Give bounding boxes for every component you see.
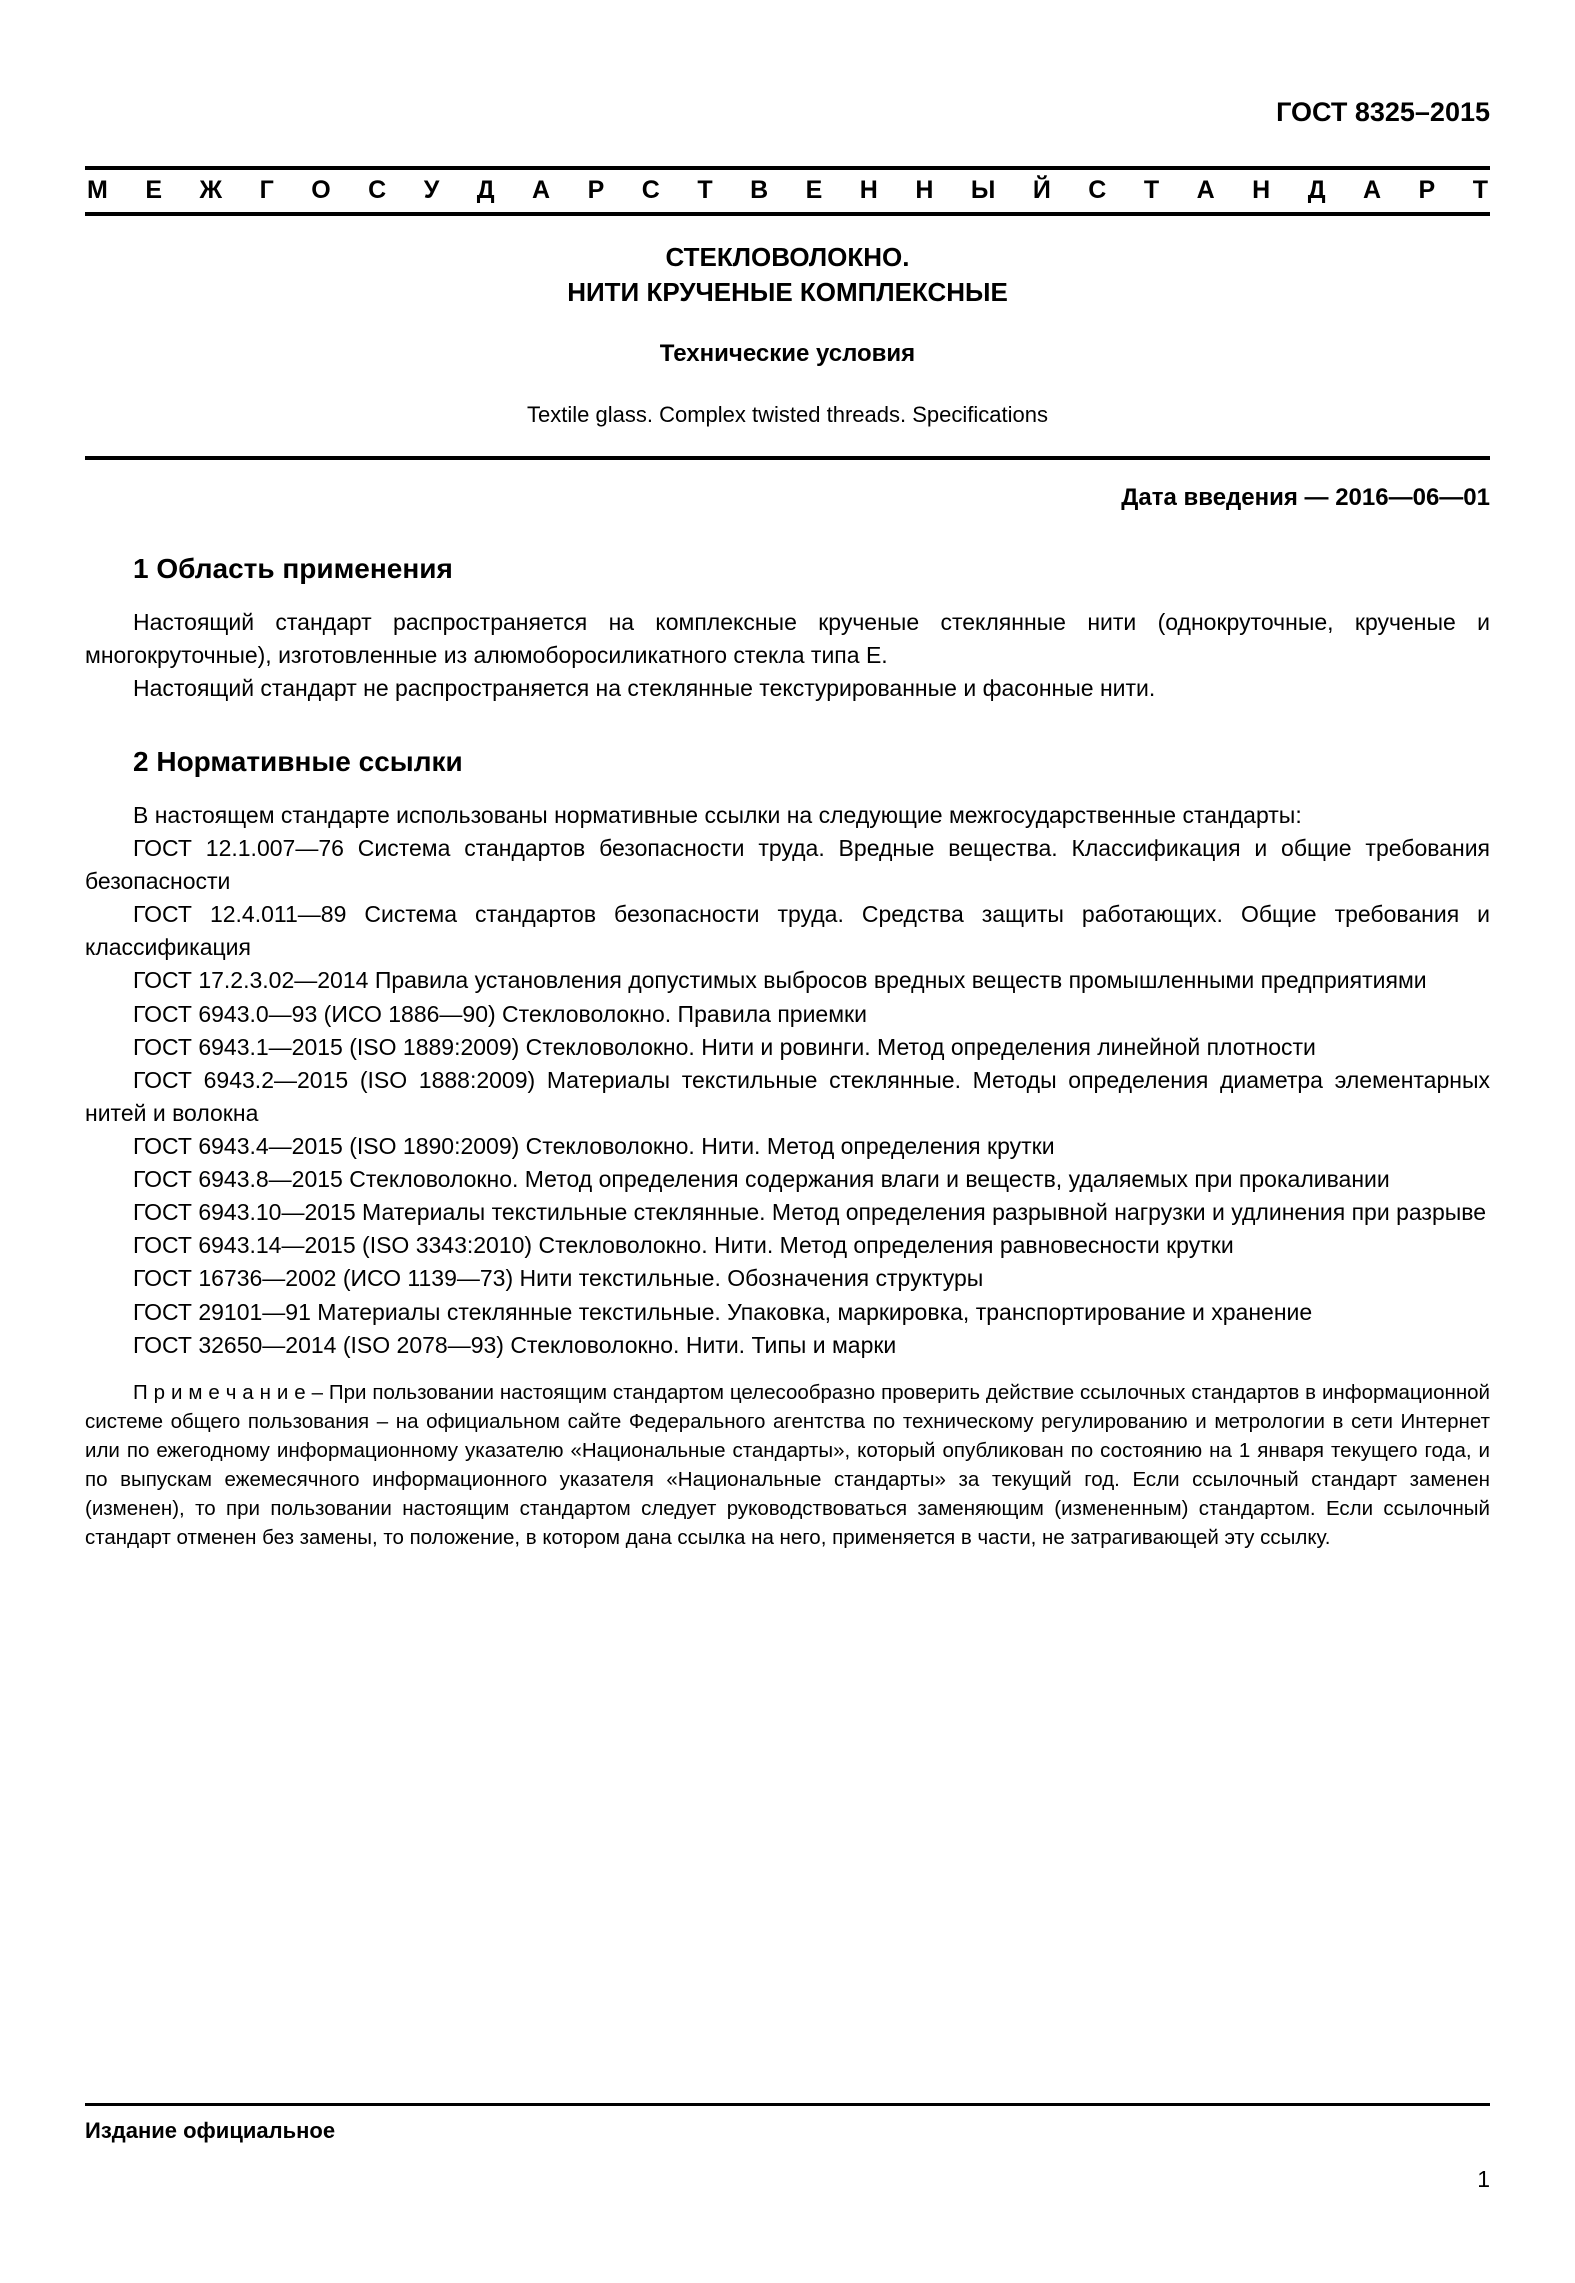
footer-divider (85, 2103, 1490, 2106)
standard-type-banner (85, 166, 1490, 217)
reference-item: ГОСТ 6943.8—2015 Стекловолокно. Метод определения содержания влаги и веществ, удаляемых при прокаливании (133, 1166, 1390, 1193)
document-title-line2: НИТИ КРУЧЕНЫЕ КОМПЛЕКСНЫЕ (567, 277, 1008, 308)
reference-item: ГОСТ 6943.1—2015 (ISO 1889:2009) Стекловолокно. Нити и ровинги. Метод определения линейной плотности (133, 1033, 1316, 1060)
section-2-body (85, 799, 1490, 1362)
reference-item: ГОСТ 6943.2—2015 (ISO 1888:2009) Материалы текстильные стеклянные. Методы определения диаметра элементарных нитей и волокна (85, 1066, 1490, 1126)
standard-type-text: М Е Ж Г О С У Д А Р С Т В Е Н Н Ы Й С Т А Н Д А Р Т (87, 175, 1488, 204)
reference-item: ГОСТ 16736—2002 (ИСО 1139—73) Нити текстильные. Обозначения структуры (133, 1265, 984, 1292)
page-footer (85, 2103, 1490, 2193)
edition-label: Издание официальное (85, 2118, 336, 2143)
note-text: П р и м е ч а н и е – При пользовании настоящим стандартом целесообразно проверить действие ссылочных стандартов в информационной системе общего пользования – на официальном сайте Федерального агентства по техническому регулированию и метрологии в сети Интернет или по ежегодному информационному указателю «Национальные стандарты», который опубликован по состоянию на 1 января текущего года, и по выпускам ежемесячного информационного указателя «Национальные стандарты» за текущий год. Если ссылочный стандарт заменен (изменен), то при пользовании настоящим стандартом следует руководствоваться заменяющим (измененным) стандартом. Если ссылочный стандарт отменен без замены, то положение, в котором дана ссылка на него, применяется в части, не затрагивающей эту ссылку. (85, 1380, 1490, 1550)
paragraph: Настоящий стандарт распространяется на комплексные крученые стеклянные нити (однокруточные, крученые и многокруточные), изготовленные из алюмоборосиликатного стекла типа Е. (85, 608, 1490, 669)
reference-item: ГОСТ 12.1.007—76 Система стандартов безопасности труда. Вредные вещества. Классификация и общие требования безопасности (85, 835, 1490, 895)
note-block (85, 1378, 1490, 1553)
section-2-heading: 2 Нормативные ссылки (133, 746, 463, 778)
document-title-line1: СТЕКЛОВОЛОКНО. (665, 242, 910, 273)
reference-item: ГОСТ 29101—91 Материалы стеклянные текстильные. Упаковка, маркировка, транспортирование и хранение (133, 1298, 1313, 1325)
reference-item: ГОСТ 17.2.3.02—2014 Правила установления допустимых выбросов вредных веществ промышленными предприятиями (133, 967, 1427, 994)
reference-item: ГОСТ 6943.4—2015 (ISO 1890:2009) Стекловолокно. Нити. Метод определения крутки (133, 1132, 1055, 1159)
document-subtitle-english: Textile glass. Complex twisted threads. Specifications (527, 402, 1048, 428)
reference-item: ГОСТ 6943.0—93 (ИСО 1886—90) Стекловолокно. Правила приемки (133, 1000, 867, 1027)
reference-item: ГОСТ 6943.10—2015 Материалы текстильные стеклянные. Метод определения разрывной нагрузки и удлинения при разрыве (133, 1199, 1487, 1226)
title-divider (85, 456, 1490, 460)
reference-item: ГОСТ 32650—2014 (ISO 2078—93) Стекловолокно. Нити. Типы и марки (133, 1331, 897, 1358)
document-code: ГОСТ 8325–2015 (1276, 97, 1490, 127)
section-1-body (85, 606, 1490, 705)
paragraph: В настоящем стандарте использованы нормативные ссылки на следующие межгосударственные стандарты: (133, 801, 1302, 828)
paragraph: Настоящий стандарт не распространяется на стеклянные текстурированные и фасонные нити. (133, 675, 1156, 702)
introduction-date: Дата введения — 2016—06—01 (1121, 484, 1490, 512)
page-number: 1 (1477, 2166, 1490, 2192)
reference-item: ГОСТ 12.4.011—89 Система стандартов безопасности труда. Средства защиты работающих. Общие требования и классификация (85, 901, 1490, 961)
title-block (85, 240, 1490, 428)
document-subtitle: Технические условия (659, 340, 916, 368)
section-1-heading: 1 Область применения (133, 553, 453, 585)
reference-item: ГОСТ 6943.14—2015 (ISO 3343:2010) Стекловолокно. Нити. Метод определения равновесности крутки (133, 1232, 1234, 1259)
